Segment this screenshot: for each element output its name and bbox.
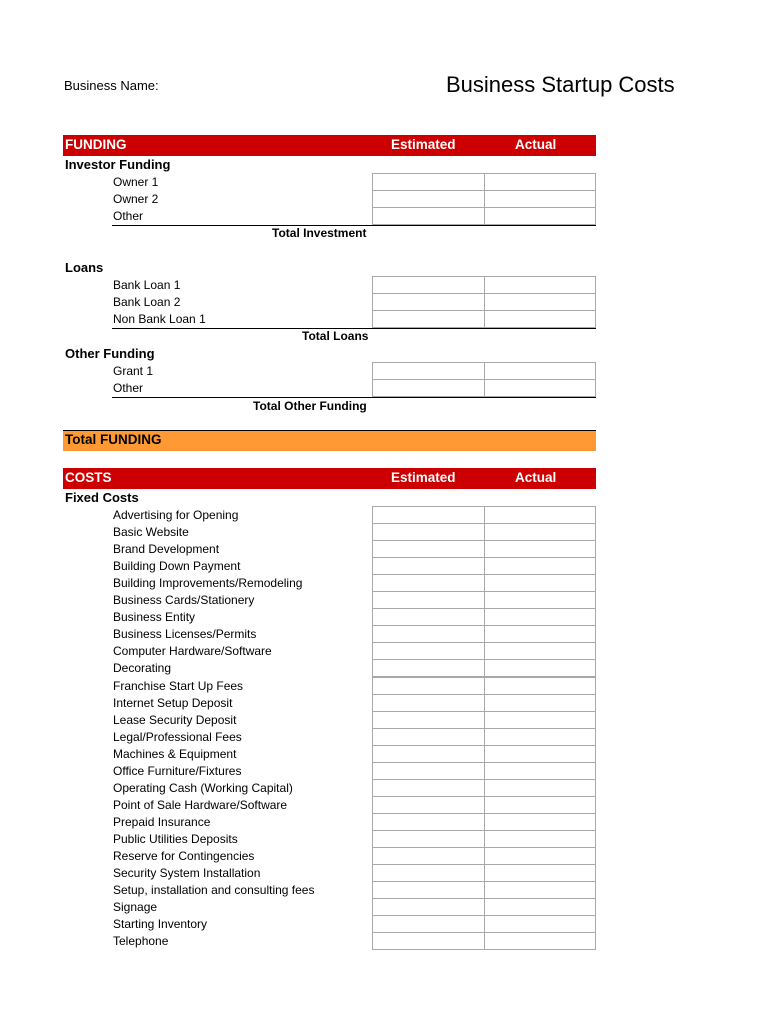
total-investment-label: Total Investment: [272, 226, 367, 240]
fixed-cost-item-label: Security System Installation: [113, 866, 261, 880]
investor-estimated-cell[interactable]: [372, 190, 485, 208]
fixed-cost-estimated-cell[interactable]: [372, 762, 485, 780]
fixed-cost-actual-cell[interactable]: [484, 932, 596, 950]
other-funding-title: Other Funding: [65, 346, 155, 361]
fixed-cost-estimated-cell[interactable]: [372, 932, 485, 950]
fixed-cost-estimated-cell[interactable]: [372, 881, 485, 899]
loan-estimated-cell[interactable]: [372, 310, 485, 328]
fixed-cost-actual-cell[interactable]: [484, 745, 596, 763]
fixed-cost-item-label: Legal/Professional Fees: [113, 730, 242, 744]
investor-actual-cell[interactable]: [484, 207, 596, 225]
fixed-cost-estimated-cell[interactable]: [372, 694, 485, 712]
fixed-cost-actual-cell[interactable]: [484, 557, 596, 575]
fixed-cost-estimated-cell[interactable]: [372, 847, 485, 865]
loans-title: Loans: [65, 260, 104, 275]
fixed-cost-actual-cell[interactable]: [484, 847, 596, 865]
fixed-cost-item-label: Starting Inventory: [113, 917, 208, 931]
investor-estimated-cell[interactable]: [372, 207, 485, 225]
fixed-cost-actual-cell[interactable]: [484, 881, 596, 899]
page-title: Business Startup Costs: [446, 72, 675, 97]
funding-header-label: FUNDING: [65, 137, 127, 152]
fixed-cost-actual-cell[interactable]: [484, 625, 596, 643]
fixed-cost-item-label: Prepaid Insurance: [113, 815, 211, 829]
fixed-cost-actual-cell[interactable]: [484, 864, 596, 882]
fixed-cost-estimated-cell[interactable]: [372, 779, 485, 797]
fixed-cost-actual-cell[interactable]: [484, 694, 596, 712]
fixed-cost-item-label: Setup, installation and consulting fees: [113, 883, 315, 897]
fixed-cost-item-label: Lease Security Deposit: [113, 713, 237, 727]
other-funding-actual-cell[interactable]: [484, 379, 596, 397]
fixed-cost-item-label: Advertising for Opening: [113, 508, 239, 522]
loan-item-label: Bank Loan 1: [113, 278, 181, 292]
investor-item-label: Owner 2: [113, 192, 159, 206]
other-funding-total-rule: [112, 397, 596, 398]
other-funding-item-label: Grant 1: [113, 364, 154, 378]
fixed-cost-item-label: Office Furniture/Fixtures: [113, 764, 242, 778]
fixed-cost-actual-cell[interactable]: [484, 728, 596, 746]
fixed-cost-item-label: Business Licenses/Permits: [113, 627, 257, 641]
fixed-cost-item-label: Operating Cash (Working Capital): [113, 781, 293, 795]
loan-actual-cell[interactable]: [484, 310, 596, 328]
fixed-cost-estimated-cell[interactable]: [372, 915, 485, 933]
business-name-label: Business Name:: [64, 78, 159, 93]
fixed-cost-item-label: Building Improvements/Remodeling: [113, 576, 303, 590]
fixed-cost-item-label: Business Entity: [113, 610, 196, 624]
fixed-cost-item-label: Basic Website: [113, 525, 189, 539]
fixed-cost-actual-cell[interactable]: [484, 523, 596, 541]
fixed-cost-actual-cell[interactable]: [484, 779, 596, 797]
investor-funding-title: Investor Funding: [65, 157, 171, 172]
fixed-cost-item-label: Reserve for Contingencies: [113, 849, 255, 863]
fixed-cost-estimated-cell[interactable]: [372, 608, 485, 626]
fixed-cost-estimated-cell[interactable]: [372, 898, 485, 916]
fixed-cost-actual-cell[interactable]: [484, 796, 596, 814]
total-funding-bar: [63, 430, 596, 451]
fixed-cost-item-label: Franchise Start Up Fees: [113, 679, 244, 693]
fixed-cost-item-label: Signage: [113, 900, 158, 914]
funding-actual-header: Actual: [515, 137, 557, 152]
fixed-cost-estimated-cell[interactable]: [372, 813, 485, 831]
fixed-cost-actual-cell[interactable]: [484, 642, 596, 660]
fixed-cost-item-label: Machines & Equipment: [113, 747, 237, 761]
fixed-cost-item-label: Decorating: [113, 661, 172, 675]
other-funding-item-label: Other: [113, 381, 144, 395]
costs-actual-header: Actual: [515, 470, 557, 485]
fixed-cost-actual-cell[interactable]: [484, 762, 596, 780]
other-funding-estimated-cell[interactable]: [372, 379, 485, 397]
investor-item-label: Other: [113, 209, 144, 223]
fixed-cost-estimated-cell[interactable]: [372, 625, 485, 643]
fixed-cost-actual-cell[interactable]: [484, 915, 596, 933]
loan-estimated-cell[interactable]: [372, 293, 485, 311]
total-other-funding-label: Total Other Funding: [253, 399, 367, 413]
fixed-cost-estimated-cell[interactable]: [372, 659, 485, 677]
fixed-cost-estimated-cell[interactable]: [372, 557, 485, 575]
fixed-cost-estimated-cell[interactable]: [372, 677, 485, 695]
loan-item-label: Bank Loan 2: [113, 295, 181, 309]
fixed-costs-title: Fixed Costs: [65, 490, 139, 505]
funding-estimated-header: Estimated: [391, 137, 456, 152]
fixed-cost-estimated-cell[interactable]: [372, 864, 485, 882]
fixed-cost-estimated-cell[interactable]: [372, 591, 485, 609]
fixed-cost-estimated-cell[interactable]: [372, 642, 485, 660]
loan-actual-cell[interactable]: [484, 276, 596, 294]
fixed-cost-estimated-cell[interactable]: [372, 540, 485, 558]
fixed-cost-actual-cell[interactable]: [484, 574, 596, 592]
fixed-cost-estimated-cell[interactable]: [372, 796, 485, 814]
fixed-cost-actual-cell[interactable]: [484, 506, 596, 524]
fixed-cost-actual-cell[interactable]: [484, 830, 596, 848]
fixed-cost-estimated-cell[interactable]: [372, 506, 485, 524]
fixed-cost-actual-cell[interactable]: [484, 898, 596, 916]
fixed-cost-item-label: Internet Setup Deposit: [113, 696, 233, 710]
fixed-cost-estimated-cell[interactable]: [372, 728, 485, 746]
total-loans-label: Total Loans: [302, 329, 369, 343]
other-funding-estimated-cell[interactable]: [372, 362, 485, 380]
investor-estimated-cell[interactable]: [372, 173, 485, 191]
fixed-cost-actual-cell[interactable]: [484, 540, 596, 558]
total-funding-label: Total FUNDING: [65, 432, 162, 447]
fixed-cost-item-label: Business Cards/Stationery: [113, 593, 255, 607]
fixed-cost-actual-cell[interactable]: [484, 608, 596, 626]
fixed-cost-estimated-cell[interactable]: [372, 830, 485, 848]
investor-item-label: Owner 1: [113, 175, 159, 189]
fixed-cost-item-label: Point of Sale Hardware/Software: [113, 798, 288, 812]
fixed-cost-item-label: Brand Development: [113, 542, 220, 556]
loan-estimated-cell[interactable]: [372, 276, 485, 294]
fixed-cost-item-label: Public Utilities Deposits: [113, 832, 238, 846]
costs-header-label: COSTS: [65, 470, 112, 485]
loan-actual-cell[interactable]: [484, 293, 596, 311]
costs-estimated-header: Estimated: [391, 470, 456, 485]
fixed-cost-actual-cell[interactable]: [484, 659, 596, 677]
fixed-cost-actual-cell[interactable]: [484, 711, 596, 729]
investor-actual-cell[interactable]: [484, 190, 596, 208]
fixed-cost-actual-cell[interactable]: [484, 591, 596, 609]
fixed-cost-item-label: Building Down Payment: [113, 559, 241, 573]
costs-header-bar: [63, 468, 596, 489]
investor-actual-cell[interactable]: [484, 173, 596, 191]
fixed-cost-item-label: Computer Hardware/Software: [113, 644, 272, 658]
loan-item-label: Non Bank Loan 1: [113, 312, 206, 326]
funding-header-bar: [63, 135, 596, 156]
other-funding-actual-cell[interactable]: [484, 362, 596, 380]
fixed-cost-actual-cell[interactable]: [484, 677, 596, 695]
fixed-cost-estimated-cell[interactable]: [372, 711, 485, 729]
fixed-cost-actual-cell[interactable]: [484, 813, 596, 831]
fixed-cost-estimated-cell[interactable]: [372, 574, 485, 592]
fixed-cost-item-label: Telephone: [113, 934, 169, 948]
fixed-cost-estimated-cell[interactable]: [372, 745, 485, 763]
fixed-cost-estimated-cell[interactable]: [372, 523, 485, 541]
